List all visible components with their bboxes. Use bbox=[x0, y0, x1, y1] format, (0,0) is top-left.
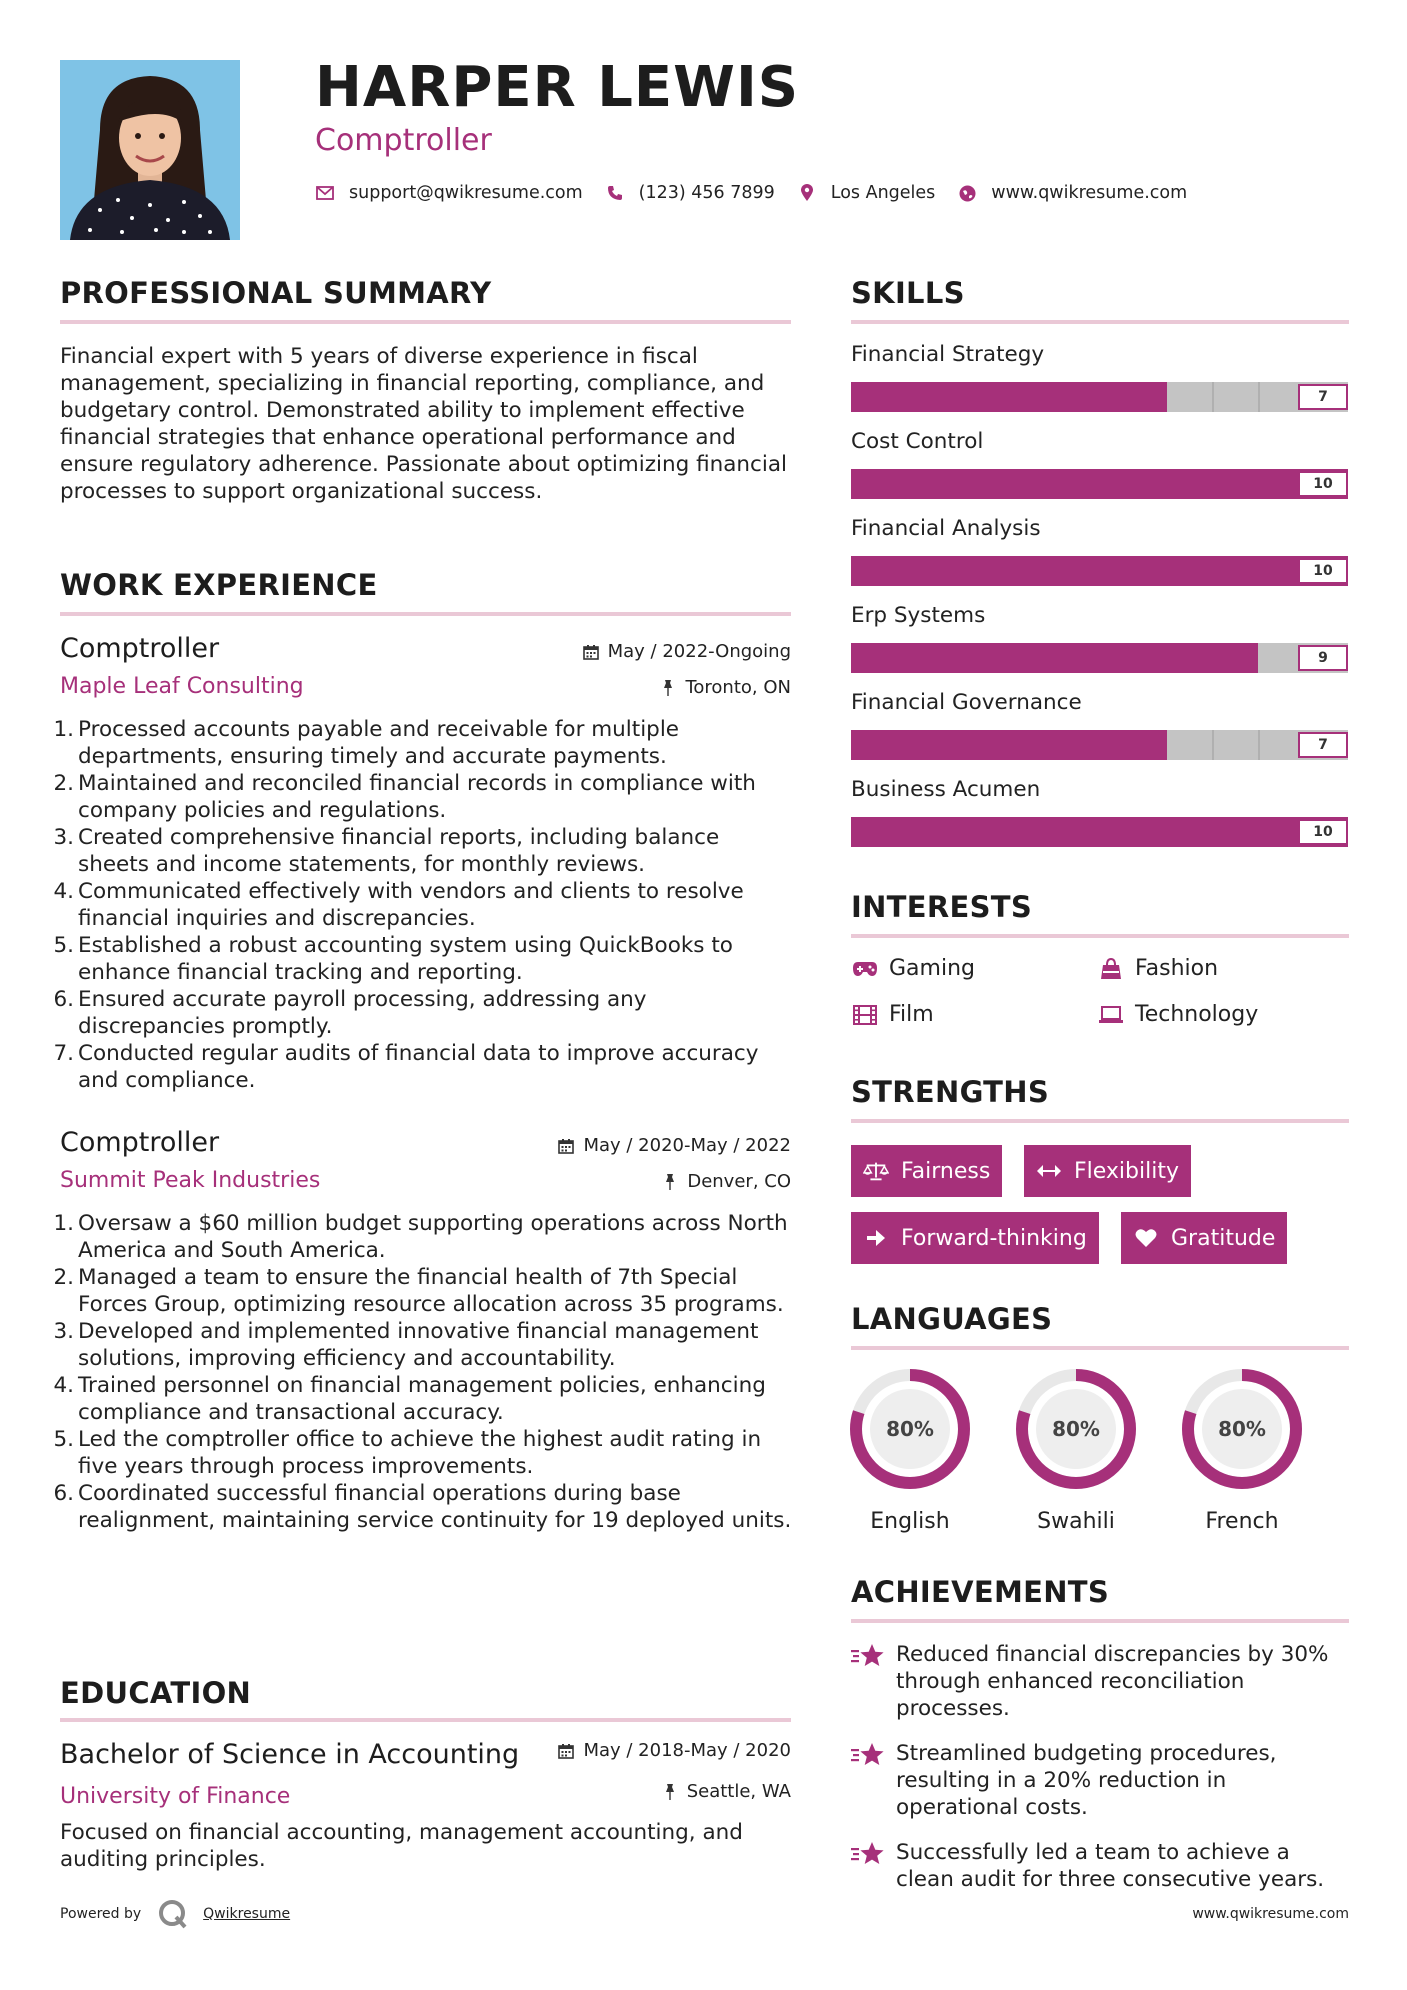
job-bullet-text: Communicated effectively with vendors and clients to resolve financial inquiries and discrepancies. bbox=[78, 879, 744, 931]
job-title: Comptroller bbox=[60, 633, 220, 664]
job-bullet-text: Conducted regular audits of financial data to improve accuracy and compliance. bbox=[78, 1041, 759, 1093]
contact-email[interactable] bbox=[315, 183, 583, 203]
language-progress-ring bbox=[1180, 1367, 1304, 1491]
job-bullet: 2. Maintained and reconciled financial records in compliance with company policies and regulations. bbox=[53, 771, 756, 823]
job-bullet: 5. Led the comptroller office to achieve the highest audit rating in five years through process improvements. bbox=[53, 1427, 762, 1479]
job-bullet-text: Maintained and reconciled financial records in compliance with company policies and regulations. bbox=[78, 771, 756, 823]
language-percent: 80% bbox=[1218, 1417, 1266, 1441]
skill-level-badge: 10 bbox=[1298, 558, 1348, 584]
job-bullet: 5. Established a robust accounting system using QuickBooks to enhance financial tracking and reporting. bbox=[53, 933, 733, 985]
pushpin-icon bbox=[661, 1783, 679, 1801]
arrows-horizontal-icon bbox=[1036, 1160, 1062, 1182]
job-bullet: 7. Conducted regular audits of financial data to improve accuracy and compliance. bbox=[53, 1041, 759, 1093]
skill-bar-fill bbox=[851, 556, 1348, 586]
interest-fashion bbox=[1097, 956, 1218, 981]
balance-scale-icon bbox=[863, 1160, 889, 1182]
experience-divider bbox=[60, 612, 791, 616]
language-name: French bbox=[1205, 1509, 1279, 1534]
skill-bar-fill bbox=[851, 643, 1258, 673]
qwikresume-logo-icon bbox=[157, 1898, 189, 1930]
job-dates bbox=[582, 641, 791, 662]
candidate-role: Comptroller bbox=[315, 123, 492, 158]
interest-film bbox=[851, 1002, 934, 1027]
heart-icon bbox=[1133, 1227, 1159, 1249]
calendar-icon bbox=[557, 1137, 575, 1155]
school-name: University of Finance bbox=[60, 1784, 291, 1809]
education-heading: EDUCATION bbox=[60, 1676, 252, 1710]
interest-label: Technology bbox=[1135, 1002, 1259, 1027]
job-bullet-text: Managed a team to ensure the financial health of 7th Special Forces Group, optimizing resource allocation across 35 programs. bbox=[78, 1265, 784, 1317]
skill-name: Financial Strategy bbox=[851, 342, 1045, 367]
summary-text: Financial expert with 5 years of diverse experience in fiscal management, specializing in financial reporting, compliance, and budgetary control. Demonstrated ability to implement effective financial strategies that enhance operational performance and ensure regulatory adherence. Passionate about optimizing financial processes to support organizational success. bbox=[60, 344, 787, 504]
languages-divider bbox=[851, 1346, 1349, 1350]
interests-heading: INTERESTS bbox=[851, 890, 1033, 924]
job-bullet: 1. Processed accounts payable and receivable for multiple departments, ensuring timely and accurate payments. bbox=[53, 717, 680, 769]
job-bullet-text: Developed and implemented innovative financial management solutions, improving efficiency and accountability. bbox=[78, 1319, 759, 1371]
contact-website[interactable] bbox=[957, 183, 1187, 203]
job-location bbox=[659, 677, 791, 698]
job-company: Summit Peak Industries bbox=[60, 1168, 321, 1193]
envelope-icon bbox=[315, 183, 335, 203]
summary-heading: PROFESSIONAL SUMMARY bbox=[60, 276, 492, 310]
job-bullet-text: Ensured accurate payroll processing, addressing any discrepancies promptly. bbox=[78, 987, 647, 1039]
pushpin-icon bbox=[659, 679, 677, 697]
job-bullet: 2. Managed a team to ensure the financial health of 7th Special Forces Group, optimizing resource allocation across 35 programs. bbox=[53, 1265, 784, 1317]
skill-name: Cost Control bbox=[851, 429, 984, 454]
contact-website-text: www.qwikresume.com bbox=[991, 183, 1188, 203]
strength-chip bbox=[1121, 1212, 1287, 1264]
map-pin-icon bbox=[797, 183, 817, 203]
skill-name: Financial Analysis bbox=[851, 516, 1041, 541]
job-bullet: 4. Trained personnel on financial management policies, enhancing compliance and transactional accuracy. bbox=[53, 1373, 766, 1425]
interest-technology bbox=[1097, 1002, 1258, 1027]
job-bullet-text: Trained personnel on financial management policies, enhancing compliance and transactional accuracy. bbox=[78, 1373, 766, 1425]
education-description: Focused on financial accounting, management accounting, and auditing principles. bbox=[60, 1820, 743, 1872]
skill-bar-segment bbox=[1258, 730, 1260, 760]
candidate-name: HARPER LEWIS bbox=[315, 55, 800, 120]
job-bullet: 1. Oversaw a $60 million budget supporting operations across North America and South America. bbox=[53, 1211, 788, 1263]
interests-divider bbox=[851, 934, 1349, 938]
skills-divider bbox=[851, 320, 1349, 324]
education-dates bbox=[557, 1740, 791, 1761]
job-dates-text: May / 2020-May / 2022 bbox=[583, 1135, 791, 1156]
skill-level-badge: 10 bbox=[1298, 471, 1348, 497]
skill-name: Financial Governance bbox=[851, 690, 1082, 715]
achievement-text: Successfully led a team to achieve a clean audit for three consecutive years. bbox=[896, 1840, 1325, 1892]
star-icon bbox=[851, 1742, 885, 1768]
education-location-text: Seattle, WA bbox=[686, 1781, 791, 1802]
skill-level-badge: 7 bbox=[1298, 732, 1348, 758]
skill-bar bbox=[851, 817, 1348, 847]
skill-bar-segment bbox=[1212, 382, 1214, 412]
experience-heading: WORK EXPERIENCE bbox=[60, 568, 378, 602]
calendar-icon bbox=[557, 1742, 575, 1760]
language-item bbox=[1180, 1367, 1304, 1534]
calendar-icon bbox=[582, 643, 600, 661]
contact-phone-text: (123) 456 7899 bbox=[638, 183, 775, 203]
strength-chip bbox=[851, 1212, 1099, 1264]
gamepad-icon bbox=[851, 958, 879, 980]
job-bullet: 4. Communicated effectively with vendors and clients to resolve financial inquiries and discrepancies. bbox=[53, 879, 744, 931]
skill-bar-fill bbox=[851, 469, 1348, 499]
star-icon bbox=[851, 1643, 885, 1669]
job-location-text: Denver, CO bbox=[687, 1171, 791, 1192]
education-location bbox=[661, 1781, 791, 1802]
job-location bbox=[661, 1171, 791, 1192]
footer-website[interactable]: www.qwikresume.com bbox=[1192, 1906, 1349, 1922]
language-item bbox=[1014, 1367, 1138, 1534]
qwikresume-link[interactable]: Qwikresume bbox=[203, 1906, 291, 1922]
strengths-heading: STRENGTHS bbox=[851, 1075, 1050, 1109]
job-bullets bbox=[50, 716, 795, 1094]
job-bullet: 6. Ensured accurate payroll processing, addressing any discrepancies promptly. bbox=[53, 987, 647, 1039]
language-name: English bbox=[870, 1509, 950, 1534]
strength-label: Forward-thinking bbox=[901, 1225, 1087, 1251]
achievement-text: Reduced financial discrepancies by 30% through enhanced reconciliation processes. bbox=[896, 1642, 1329, 1721]
job-bullet-text: Coordinated successful financial operations during base realignment, maintaining service continuity for 19 deployed units. bbox=[78, 1481, 792, 1533]
skill-bar bbox=[851, 382, 1348, 412]
degree-title: Bachelor of Science in Accounting bbox=[60, 1739, 520, 1770]
skill-name: Erp Systems bbox=[851, 603, 986, 628]
skill-bar bbox=[851, 730, 1348, 760]
film-icon bbox=[851, 1004, 879, 1026]
strength-chip bbox=[1024, 1145, 1191, 1197]
skill-bar bbox=[851, 469, 1348, 499]
interest-label: Fashion bbox=[1135, 956, 1219, 981]
interest-label: Gaming bbox=[889, 956, 975, 981]
job-title: Comptroller bbox=[60, 1127, 220, 1158]
achievement-item bbox=[851, 1839, 1351, 1893]
footer-branding bbox=[60, 1898, 290, 1930]
achievement-item bbox=[851, 1740, 1351, 1821]
job-bullet-text: Led the comptroller office to achieve the highest audit rating in five years through process improvements. bbox=[78, 1427, 762, 1479]
education-dates-text: May / 2018-May / 2020 bbox=[583, 1740, 791, 1761]
strength-label: Flexibility bbox=[1074, 1158, 1179, 1184]
contact-email-text: support@qwikresume.com bbox=[349, 183, 583, 203]
contact-location-text: Los Angeles bbox=[830, 183, 936, 203]
job-bullet: 6. Coordinated successful financial operations during base realignment, maintaining service continuity for 19 deployed units. bbox=[53, 1481, 792, 1533]
language-item bbox=[848, 1367, 972, 1534]
job-bullet-text: Created comprehensive financial reports, including balance sheets and income statements, for monthly reviews. bbox=[78, 825, 720, 877]
job-dates-text: May / 2022-Ongoing bbox=[607, 641, 791, 662]
achievements-heading: ACHIEVEMENTS bbox=[851, 1575, 1110, 1609]
job-location-text: Toronto, ON bbox=[685, 677, 791, 698]
language-percent: 80% bbox=[1052, 1417, 1100, 1441]
skill-bar-segment bbox=[1212, 730, 1214, 760]
language-name: Swahili bbox=[1037, 1509, 1115, 1534]
skills-heading: SKILLS bbox=[851, 276, 965, 310]
skill-level-badge: 10 bbox=[1298, 819, 1348, 845]
globe-icon bbox=[957, 183, 977, 203]
skill-bar bbox=[851, 556, 1348, 586]
job-bullet-text: Oversaw a $60 million budget supporting operations across North America and South America. bbox=[78, 1211, 788, 1263]
language-percent: 80% bbox=[886, 1417, 934, 1441]
phone-icon bbox=[605, 183, 625, 203]
arrow-right-icon bbox=[863, 1227, 889, 1249]
education-divider bbox=[60, 1718, 791, 1722]
interest-label: Film bbox=[889, 1002, 934, 1027]
job-dates bbox=[557, 1135, 791, 1156]
powered-by-text: Powered by bbox=[60, 1906, 142, 1922]
language-progress-ring bbox=[1014, 1367, 1138, 1491]
language-progress-ring bbox=[848, 1367, 972, 1491]
job-company: Maple Leaf Consulting bbox=[60, 674, 304, 699]
shopping-bag-icon bbox=[1097, 958, 1125, 980]
skill-bar-fill bbox=[851, 730, 1167, 760]
job-bullet: 3. Developed and implemented innovative financial management solutions, improving efficiency and accountability. bbox=[53, 1319, 759, 1371]
laptop-icon bbox=[1097, 1004, 1125, 1026]
skill-bar-segment bbox=[1258, 382, 1260, 412]
profile-photo-illustration bbox=[60, 60, 240, 240]
job-bullets bbox=[50, 1210, 795, 1534]
strength-chip bbox=[851, 1145, 1002, 1197]
achievement-item bbox=[851, 1641, 1351, 1722]
achievement-text: Streamlined budgeting procedures, resulting in a 20% reduction in operational costs. bbox=[896, 1741, 1277, 1820]
profile-photo bbox=[60, 60, 240, 240]
contact-phone[interactable] bbox=[605, 183, 775, 203]
strengths-divider bbox=[851, 1119, 1349, 1123]
skill-bar-fill bbox=[851, 817, 1348, 847]
achievements-divider bbox=[851, 1619, 1349, 1623]
skill-level-badge: 7 bbox=[1298, 384, 1348, 410]
job-bullet-text: Established a robust accounting system using QuickBooks to enhance financial tracking and reporting. bbox=[78, 933, 733, 985]
pushpin-icon bbox=[661, 1173, 679, 1191]
job-bullet-text: Processed accounts payable and receivable for multiple departments, ensuring timely and accurate payments. bbox=[78, 717, 680, 769]
skill-bar bbox=[851, 643, 1348, 673]
strength-label: Fairness bbox=[901, 1158, 991, 1184]
contact-bar bbox=[315, 180, 1209, 206]
contact-location bbox=[797, 183, 936, 203]
languages-heading: LANGUAGES bbox=[851, 1302, 1053, 1336]
skill-level-badge: 9 bbox=[1298, 645, 1348, 671]
strength-label: Gratitude bbox=[1171, 1225, 1276, 1251]
skill-name: Business Acumen bbox=[851, 777, 1041, 802]
star-icon bbox=[851, 1841, 885, 1867]
summary-divider bbox=[60, 320, 791, 324]
skill-bar-fill bbox=[851, 382, 1167, 412]
interest-gaming bbox=[851, 956, 975, 981]
job-bullet: 3. Created comprehensive financial reports, including balance sheets and income statements, for monthly reviews. bbox=[53, 825, 720, 877]
